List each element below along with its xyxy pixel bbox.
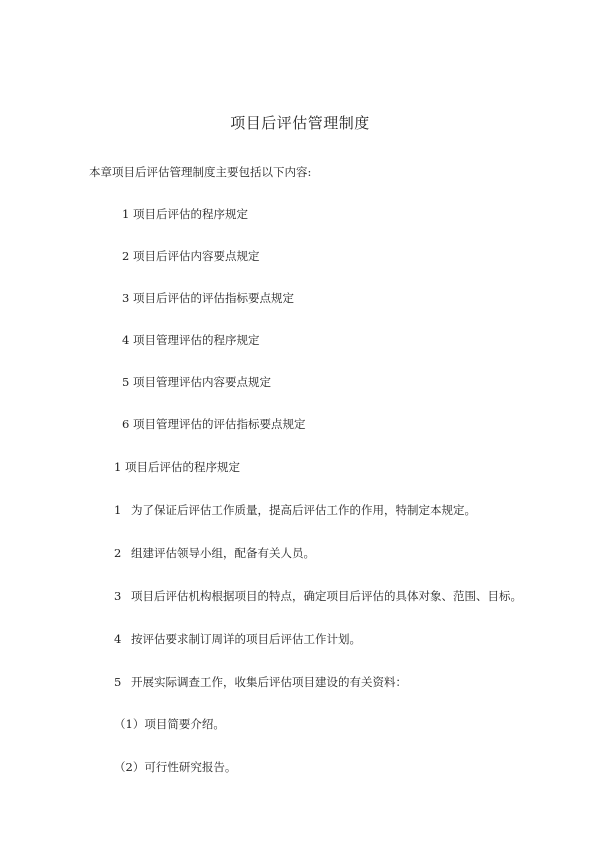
paragraph-3 [114,588,522,604]
section-heading: 1 项目后评估的程序规定 [114,460,240,474]
toc-item-3: 3 项目后评估的评估指标要点规定 [122,291,294,305]
paragraph-number: 2 [114,546,122,560]
intro-text: 本章项目后评估管理制度主要包括以下内容: [89,165,312,179]
paragraph-number: 4 [114,632,122,646]
paragraph-text: 组建评估领导小组，配备有关人员。 [131,546,315,560]
document-title: 项目后评估管理制度 [230,114,370,132]
paragraph-text: 项目后评估机构根据项目的特点，确定项目后评估的具体对象、范围、目标。 [131,589,522,603]
paragraph-text: 按评估要求制订周详的项目后评估工作计划。 [131,632,361,646]
paragraph-text: 为了保证后评估工作质量，提高后评估工作的作用，特制定本规定。 [131,503,476,517]
toc-item-2: 2 项目后评估内容要点规定 [122,249,260,263]
paragraph-2 [114,545,315,561]
toc-item-4: 4 项目管理评估的程序规定 [122,333,260,347]
paragraph-number: 5 [114,675,122,689]
toc-item-1: 1 项目后评估的程序规定 [122,207,248,221]
paragraph-1 [114,502,476,518]
toc-item-6: 6 项目管理评估的评估指标要点规定 [122,417,306,431]
paragraph-4 [114,631,361,647]
paragraph-number: 1 [114,503,122,517]
toc-item-5: 5 项目管理评估内容要点规定 [122,375,271,389]
sub-item-1: （1）项目简要介绍。 [114,717,225,731]
paragraph-number: 3 [114,589,122,603]
sub-item-2: （2）可行性研究报告。 [114,760,237,774]
paragraph-text: 开展实际调查工作，收集后评估项目建设的有关资料： [131,675,407,689]
paragraph-5 [114,674,407,690]
